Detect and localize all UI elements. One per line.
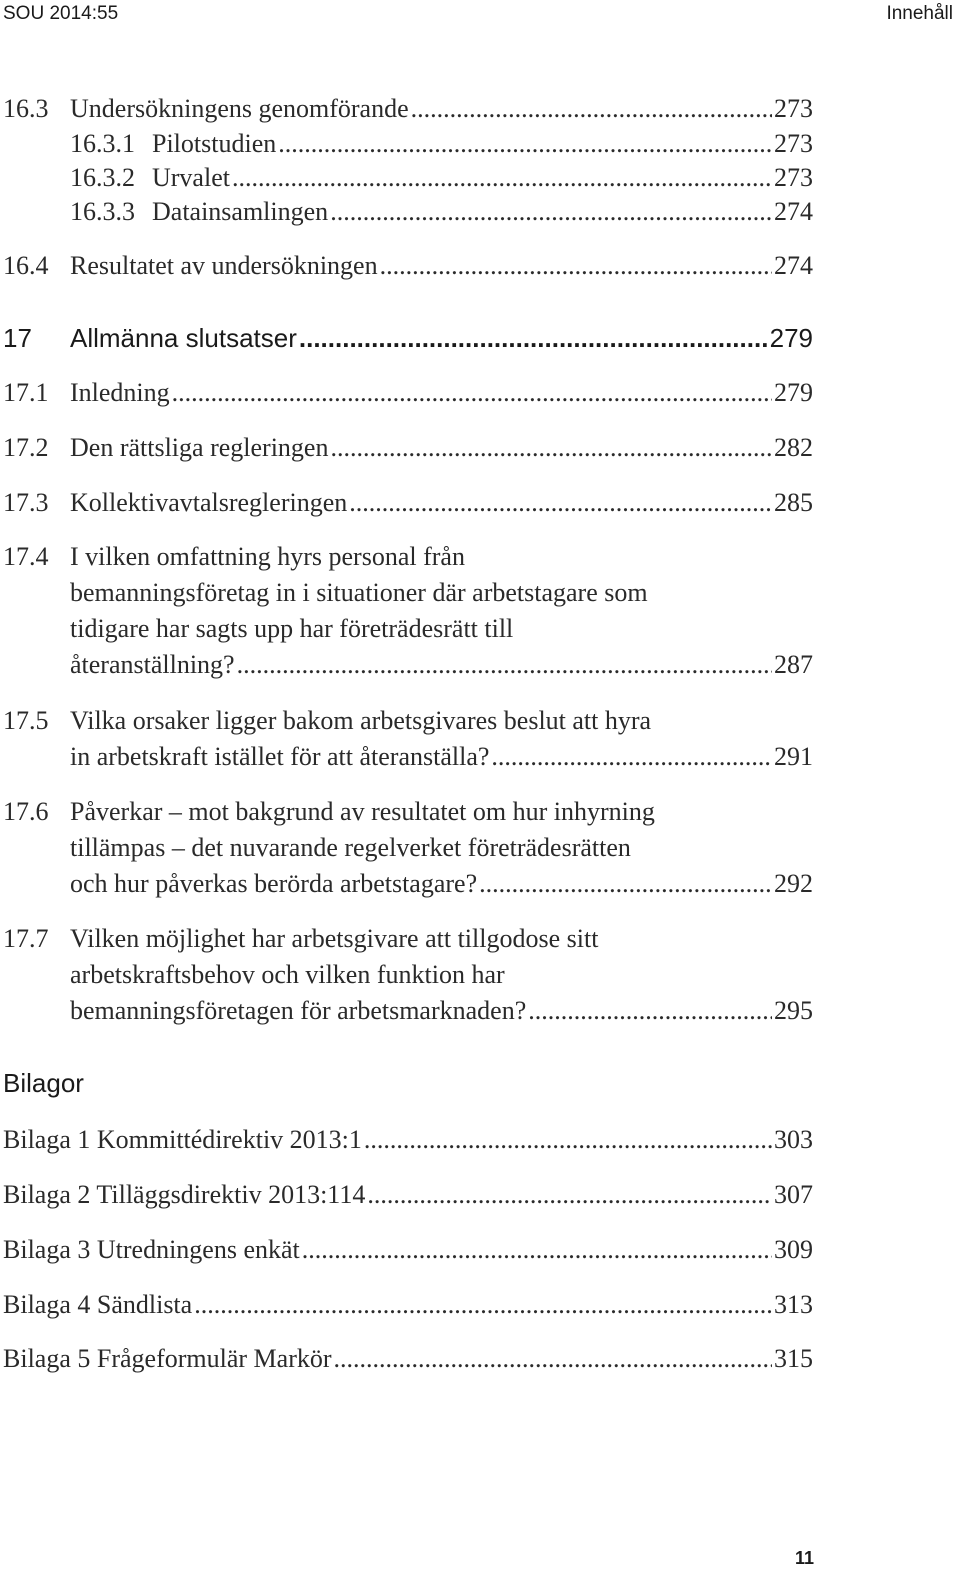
dot-leader: [278, 126, 772, 162]
toc-entry-number: 16.3: [3, 94, 49, 123]
toc-entry-number: 16.3.3: [70, 197, 135, 226]
toc-entry-title-line: och hur påverkas berörda arbetstagare?: [70, 869, 478, 898]
dot-leader: [380, 248, 772, 284]
page-number: 11: [794, 1548, 814, 1568]
toc-entry-title-line: bemanningsföretag in i situationer där arbetstagare som: [70, 578, 648, 607]
toc-entry-number: 16.3.1: [70, 129, 135, 158]
section-name: Innehåll: [886, 3, 953, 24]
toc-entry-title: Undersökningens genomförande: [70, 94, 409, 123]
toc-entry-page: 273: [774, 129, 813, 158]
toc-entry-page: 295: [774, 996, 813, 1025]
dot-leader: [367, 1177, 772, 1213]
toc-entry-page: 279: [774, 378, 813, 407]
appendix-title: Bilaga 1 Kommittédirektiv 2013:1: [3, 1125, 362, 1154]
toc-entry-title-line: tidigare har sagts upp har företrädesrätt till: [70, 614, 514, 643]
toc-entry-page: 273: [774, 94, 813, 123]
toc-entry-number: 16.4: [3, 251, 49, 280]
dot-leader: [528, 993, 772, 1029]
toc-entry-title: Pilotstudien: [152, 129, 277, 158]
appendix-title: Bilaga 3 Utredningens enkät: [3, 1235, 300, 1264]
dot-leader: [491, 739, 772, 775]
toc-entry-title-line: Vilken möjlighet har arbetsgivare att tillgodose sitt: [70, 924, 599, 953]
appendices-heading: Bilagor: [3, 1068, 84, 1098]
document-id: SOU 2014:55: [3, 3, 119, 24]
toc-entry-title-line: återanställning?: [70, 650, 235, 679]
toc-entry-number: 17: [3, 323, 32, 353]
toc-entry-number: 17.1: [3, 378, 49, 407]
toc-entry-title-line: in arbetskraft istället för att återanställa?: [70, 742, 490, 771]
toc-entry-page: 287: [774, 650, 813, 679]
dot-leader: [479, 866, 772, 902]
toc-entry-page: 282: [774, 433, 813, 462]
dot-leader: [299, 320, 768, 356]
toc-entry-title-line: Vilka orsaker ligger bakom arbetsgivares beslut att hyra: [70, 706, 652, 735]
appendix-page: 315: [774, 1344, 813, 1373]
dot-leader: [334, 1341, 772, 1377]
toc-entry-title-line: bemanningsföretagen för arbetsmarknaden?: [70, 996, 527, 1025]
toc-entry-page: 274: [774, 251, 813, 280]
toc-entry-page: 291: [774, 742, 813, 771]
toc-entry-title: Inledning: [70, 378, 170, 407]
dot-leader: [302, 1232, 772, 1268]
running-header: [0, 0, 960, 34]
dot-leader: [237, 647, 772, 683]
toc-entry-page: 285: [774, 488, 813, 517]
toc-entry-title: Datainsamlingen: [152, 197, 329, 226]
appendix-title: Bilaga 4 Sändlista: [3, 1290, 193, 1319]
toc-entry-page: 279: [769, 323, 813, 353]
toc-entry-number: 17.4: [3, 542, 49, 571]
appendix-page: 303: [774, 1125, 813, 1154]
toc-entry-title-line: arbetskraftsbehov och vilken funktion har: [70, 960, 505, 989]
appendix-title: Bilaga 5 Frågeformulär Markör: [3, 1344, 332, 1373]
dot-leader: [172, 375, 772, 411]
dot-leader: [330, 194, 772, 230]
appendix-page: 313: [774, 1290, 813, 1319]
toc-entry-number: 16.3.2: [70, 163, 135, 192]
toc-entry-number: 17.7: [3, 924, 49, 953]
toc-entry-title-line: I vilken omfattning hyrs personal från: [70, 542, 465, 571]
toc-entry-title: Allmänna slutsatser: [70, 323, 297, 353]
appendix-title: Bilaga 2 Tilläggsdirektiv 2013:114: [3, 1180, 366, 1209]
toc-entry-page: 274: [774, 197, 813, 226]
toc-entry-title-line: Påverkar – mot bakgrund av resultatet om hur inhyrning: [70, 797, 655, 826]
dot-leader: [411, 91, 772, 127]
toc-entry-title: Urvalet: [152, 163, 230, 192]
toc-entry-page: 292: [774, 869, 813, 898]
toc-entry-number: 17.2: [3, 433, 49, 462]
toc-entry-page: 273: [774, 163, 813, 192]
dot-leader: [330, 430, 772, 466]
toc-entry-title-line: tillämpas – det nuvarande regelverket företrädesrätten: [70, 833, 631, 862]
appendix-page: 309: [774, 1235, 813, 1264]
dot-leader: [364, 1122, 772, 1158]
toc-entry-number: 17.5: [3, 706, 49, 735]
appendix-page: 307: [774, 1180, 813, 1209]
toc-entry-title: Kollektivavtalsregleringen: [70, 488, 348, 517]
dot-leader: [194, 1287, 772, 1323]
toc-entry-title: Resultatet av undersökningen: [70, 251, 378, 280]
dot-leader: [232, 160, 772, 196]
toc-entry-title: Den rättsliga regleringen: [70, 433, 329, 462]
toc-entry-number: 17.3: [3, 488, 49, 517]
toc-entry-number: 17.6: [3, 797, 49, 826]
dot-leader: [349, 485, 772, 521]
